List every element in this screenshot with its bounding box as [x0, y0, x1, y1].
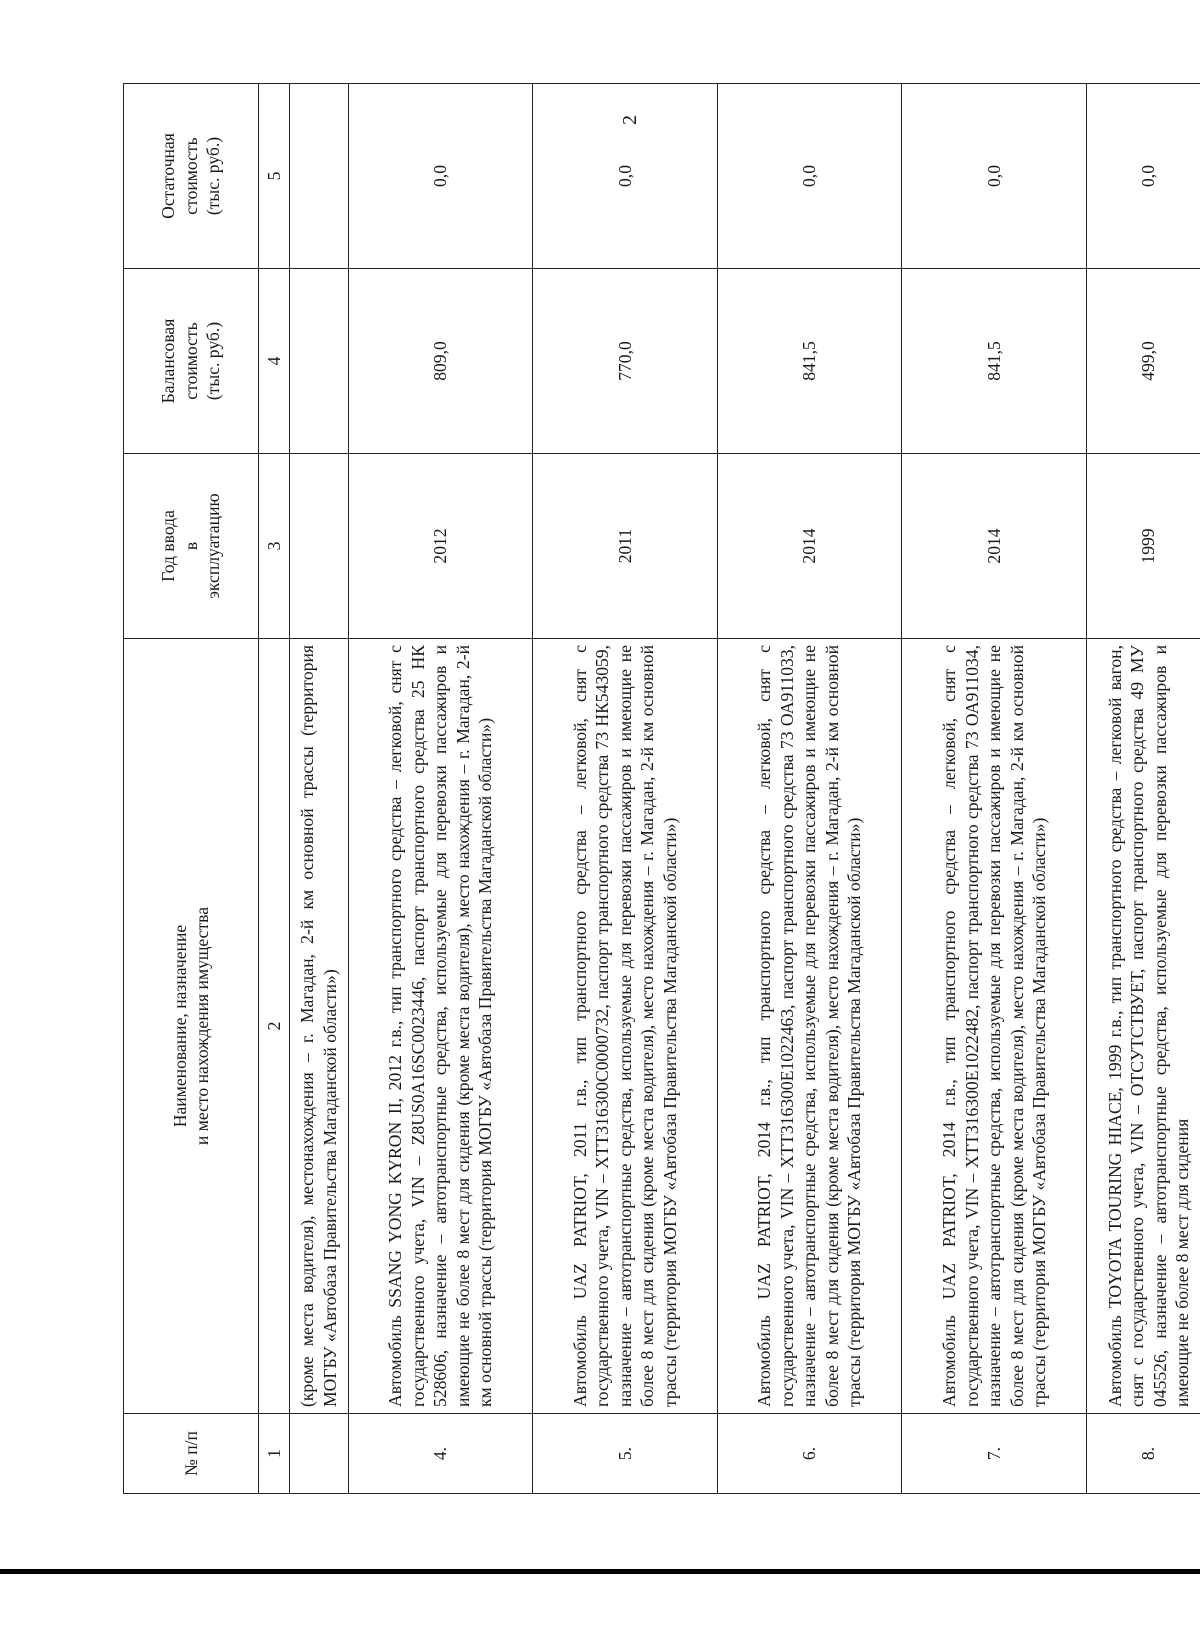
rotated-page-content	[123, 84, 1200, 1494]
column-number-row	[259, 84, 290, 1494]
row-year: 2012	[348, 454, 533, 639]
row-year: 2014	[902, 454, 1087, 639]
column-number: 3	[259, 454, 290, 639]
row-balance-cost: 841,5	[717, 269, 902, 454]
row-residual-cost: 0,0	[1087, 84, 1200, 269]
row-description: Автомобиль UAZ PATRIOT, 2014 г.в., тип транспортного средства – легковой, снят с государственного учета, VIN – XTT316300E1022463, паспорт транспортного средства 73 ОА911033, назначение – автотранспортные средства, используемые для перевозки пассажиров и имеющие не более 8 мест для сидения (кроме места водителя), место нахождения – г. Магадан, 2-й км основной трассы (территория МОГБУ «Автобаза Правительства Магаданской области»)	[717, 639, 902, 1414]
row-description: Автомобиль TOYOTA TOURING HIACE, 1999 г.в., тип транспортного средства – легковой вагон, снят с государственного учета, VIN – ОТСУТСТВУЕТ, паспорт транспортного средства 49 МУ 045526, назначение – автотранспортные средства, используемые для перевозки пассажиров и имеющие не более 8 мест для сидения	[1087, 639, 1200, 1414]
row-number: 5.	[533, 1414, 718, 1494]
row-balance-cost: 809,0	[348, 269, 533, 454]
row-description: Автомобиль SSANG YONG KYRON II, 2012 г.в., тип транспортного средства – легковой, снят с государственного учета, VIN – Z8US0A16SC0023446, паспорт транспортного средства 25 НК 528606, назначение – автотранспортные средства, используемые для перевозки пассажиров и имеющие не более 8 мест для сидения (кроме места водителя), место нахождения – г. Магадан, 2-й км основной трассы (территория МОГБУ «Автобаза Правительства Магаданской области»)	[348, 639, 533, 1414]
table-row-continuation	[290, 84, 349, 1494]
row-description: Автомобиль UAZ PATRIOT, 2011 г.в., тип транспортного средства – легковой, снят с государственного учета, VIN – XTT316300C0000732, паспорт транспортного средства 73 НК543059, назначение – автотранспортные средства, используемые для перевозки пассажиров и имеющие не более 8 мест для сидения (кроме места водителя), место нахождения – г. Магадан, 2-й км основной трассы (территория МОГБУ «Автобаза Правительства Магаданской области»)	[533, 639, 718, 1414]
row-year: 2011	[533, 454, 718, 639]
header-row	[124, 84, 259, 1494]
column-number: 4	[259, 269, 290, 454]
table-row	[717, 84, 902, 1494]
table-row	[533, 84, 718, 1494]
column-number: 5	[259, 84, 290, 269]
row-residual-cost: 0,0	[533, 84, 718, 269]
header-year: Год ввода в эксплуатацию	[124, 454, 259, 639]
bottom-rule	[0, 1569, 1200, 1574]
column-number: 1	[259, 1414, 290, 1494]
row-year: 1999	[1087, 454, 1200, 639]
asset-table	[123, 83, 1200, 1494]
row-number: 6.	[717, 1414, 902, 1494]
table-row	[348, 84, 533, 1494]
column-number: 2	[259, 639, 290, 1414]
page-number: 2	[619, 115, 641, 125]
row-number: 8.	[1087, 1414, 1200, 1494]
header-description: Наименование, назначение и место нахождения имущества	[124, 639, 259, 1414]
row-balance-cost: 770,0	[533, 269, 718, 454]
table-row	[902, 84, 1087, 1494]
header-balance-cost: Балансовая стоимость (тыс. руб.)	[124, 269, 259, 454]
row-balance-cost: 841,5	[902, 269, 1087, 454]
row-year: 2014	[717, 454, 902, 639]
row-number: 7.	[902, 1414, 1087, 1494]
continuation-description: (кроме места водителя), местонахождения – г. Магадан, 2-й км основной трассы (территория МОГБУ «Автобаза Правительства Магаданской области»)	[290, 639, 349, 1414]
table-row	[1087, 84, 1200, 1494]
header-residual-cost: Остаточная стоимость (тыс. руб.)	[124, 84, 259, 269]
row-residual-cost: 0,0	[902, 84, 1087, 269]
row-residual-cost: 0,0	[717, 84, 902, 269]
row-number: 4.	[348, 1414, 533, 1494]
header-number: № п/п	[124, 1414, 259, 1494]
row-description: Автомобиль UAZ PATRIOT, 2014 г.в., тип транспортного средства – легковой, снят с государственного учета, VIN – XTT316300E1022482, паспорт транспортного средства 73 ОА911034, назначение – автотранспортные средства, используемые для перевозки пассажиров и имеющие не более 8 мест для сидения (кроме места водителя), место нахождения – г. Магадан, 2-й км основной трассы (территория МОГБУ «Автобаза Правительства Магаданской области»)	[902, 639, 1087, 1414]
row-residual-cost: 0,0	[348, 84, 533, 269]
row-balance-cost: 499,0	[1087, 269, 1200, 454]
